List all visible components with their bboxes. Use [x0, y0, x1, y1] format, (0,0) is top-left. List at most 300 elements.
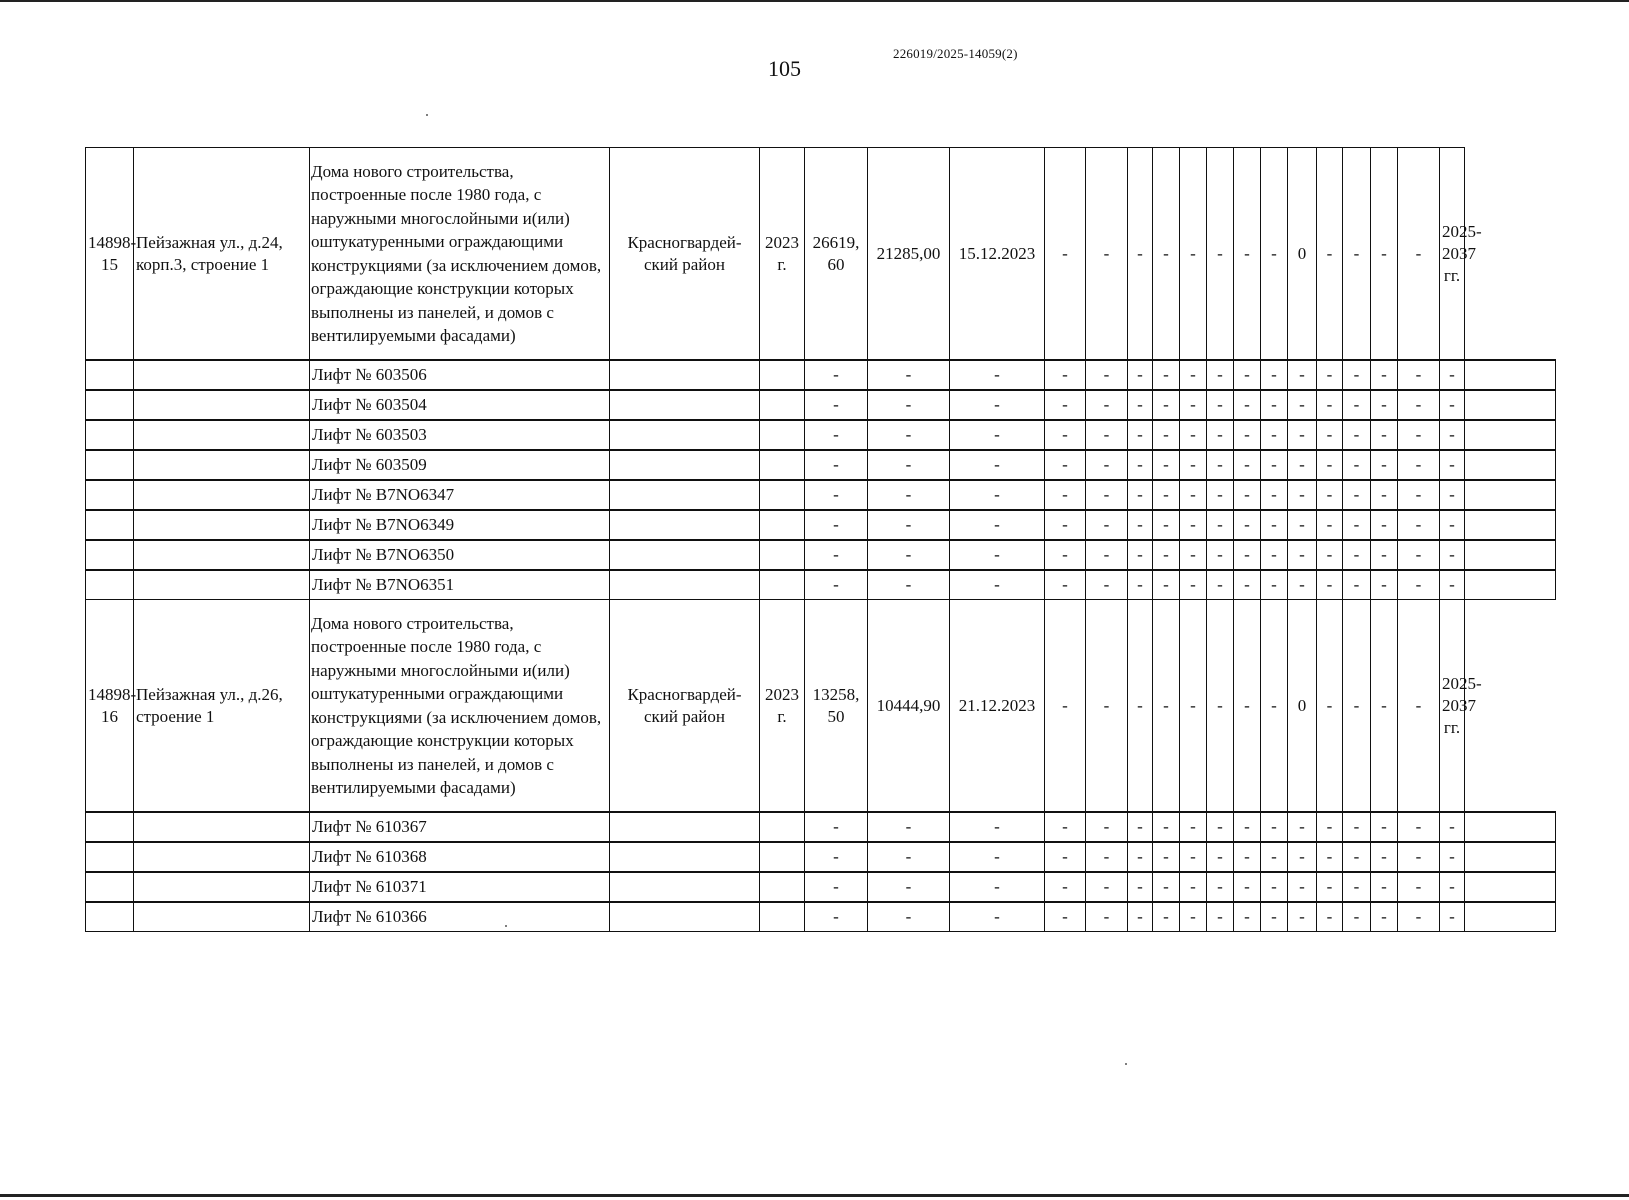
lift-flag-cell: -: [1343, 390, 1371, 420]
lift-flag-cell: -: [1343, 540, 1371, 570]
lift-flag-cell: -: [1398, 450, 1440, 480]
lift-flag-cell: -: [805, 420, 868, 450]
empty-cell: [610, 540, 760, 570]
lift-flag-cell: -: [1180, 842, 1207, 872]
work-flag-cell: -: [1086, 600, 1128, 813]
lift-row: [86, 390, 1556, 420]
work-flag-cell: -: [1086, 148, 1128, 361]
empty-cell: [760, 902, 805, 932]
lift-flag-cell: -: [1343, 902, 1371, 932]
lift-flag-cell: -: [1317, 540, 1343, 570]
lift-flag-cell: -: [1398, 812, 1440, 842]
lift-flag-cell: -: [1180, 450, 1207, 480]
lift-flag-cell: -: [1398, 902, 1440, 932]
lift-flag-cell: -: [1045, 872, 1086, 902]
house-address: Пейзажная ул., д.24, корп.3, строение 1: [134, 148, 310, 361]
lift-flag-cell: -: [1398, 842, 1440, 872]
lift-flag-cell: -: [1128, 510, 1153, 540]
lift-flag-cell: -: [1153, 420, 1180, 450]
lift-flag-cell: -: [1086, 902, 1128, 932]
lift-flag-cell: -: [1180, 872, 1207, 902]
lift-flag-cell: -: [1317, 480, 1343, 510]
lift-row: [86, 510, 1556, 540]
house-row: [86, 600, 1556, 813]
lift-flag-cell: -: [1440, 540, 1465, 570]
lift-flag-cell: -: [1180, 902, 1207, 932]
lift-flag-cell: -: [868, 842, 950, 872]
living-area: 21285,00: [868, 148, 950, 361]
lift-flag-cell: -: [1045, 480, 1086, 510]
empty-cell: [1465, 510, 1556, 540]
lift-flag-cell: -: [1153, 812, 1180, 842]
lift-flag-cell: -: [1343, 420, 1371, 450]
lift-flag-cell: -: [1440, 872, 1465, 902]
empty-cell: [134, 872, 310, 902]
lift-flag-cell: -: [868, 902, 950, 932]
lift-name: Лифт № 603509: [310, 450, 610, 480]
lift-flag-cell: -: [1288, 902, 1317, 932]
scan-border-top: [0, 0, 1629, 2]
lift-flag-cell: -: [1153, 450, 1180, 480]
construction-year: 2023 г.: [760, 148, 805, 361]
lift-flag-cell: -: [1086, 510, 1128, 540]
lift-row: [86, 872, 1556, 902]
empty-cell: [1465, 420, 1556, 450]
lift-flag-cell: -: [1207, 480, 1234, 510]
lift-flag-cell: -: [1234, 842, 1261, 872]
repair-period: 2025-2037 гг.: [1440, 600, 1465, 813]
lift-row: [86, 902, 1556, 932]
empty-cell: [134, 510, 310, 540]
lift-flag-cell: -: [1371, 420, 1398, 450]
empty-cell: [610, 360, 760, 390]
work-flag-cell: -: [1234, 148, 1261, 361]
lift-flag-cell: -: [1343, 872, 1371, 902]
lift-flag-cell: -: [805, 360, 868, 390]
lift-flag-cell: -: [1288, 812, 1317, 842]
lift-flag-cell: -: [1234, 540, 1261, 570]
lift-flag-cell: -: [868, 540, 950, 570]
empty-cell: [134, 390, 310, 420]
lift-flag-cell: -: [1288, 390, 1317, 420]
total-area: 13258, 50: [805, 600, 868, 813]
empty-cell: [610, 510, 760, 540]
house-row: [86, 148, 1556, 361]
work-flag-cell: -: [1398, 148, 1440, 361]
empty-cell: [134, 812, 310, 842]
lift-row: [86, 812, 1556, 842]
lift-flag-cell: -: [1288, 420, 1317, 450]
work-flag-cell: -: [1045, 600, 1086, 813]
lift-flag-cell: -: [1086, 812, 1128, 842]
lift-flag-cell: -: [1440, 450, 1465, 480]
lift-flag-cell: -: [1207, 812, 1234, 842]
work-flag-cell: -: [1207, 148, 1234, 361]
empty-cell: [134, 540, 310, 570]
work-flag-cell: -: [1128, 148, 1153, 361]
lift-flag-cell: -: [1317, 902, 1343, 932]
lift-flag-cell: -: [1180, 812, 1207, 842]
empty-cell: [134, 570, 310, 600]
lift-flag-cell: -: [1440, 390, 1465, 420]
lift-flag-cell: -: [1128, 570, 1153, 600]
lift-name: Лифт № 610371: [310, 872, 610, 902]
house-address: Пейзажная ул., д.26, строение 1: [134, 600, 310, 813]
empty-cell: [610, 480, 760, 510]
lift-flag-cell: -: [950, 360, 1045, 390]
empty-cell: [760, 420, 805, 450]
lift-flag-cell: -: [1045, 812, 1086, 842]
empty-cell: [134, 420, 310, 450]
lift-flag-cell: -: [868, 450, 950, 480]
lift-flag-cell: -: [1317, 510, 1343, 540]
lift-flag-cell: -: [805, 480, 868, 510]
lift-flag-cell: -: [1288, 540, 1317, 570]
empty-cell: [760, 450, 805, 480]
lift-flag-cell: -: [1343, 812, 1371, 842]
empty-cell: [1465, 812, 1556, 842]
empty-cell: [760, 510, 805, 540]
lift-flag-cell: -: [1234, 902, 1261, 932]
lift-flag-cell: -: [1261, 872, 1288, 902]
lift-flag-cell: -: [1398, 872, 1440, 902]
empty-cell: [86, 570, 134, 600]
lift-flag-cell: -: [1128, 540, 1153, 570]
lift-flag-cell: -: [868, 480, 950, 510]
lift-flag-cell: -: [1440, 570, 1465, 600]
lift-flag-cell: -: [1371, 450, 1398, 480]
lift-flag-cell: -: [1234, 360, 1261, 390]
lift-flag-cell: -: [1261, 360, 1288, 390]
lift-name: Лифт № 610368: [310, 842, 610, 872]
lift-row: [86, 420, 1556, 450]
commission-date: 21.12.2023: [950, 600, 1045, 813]
lift-flag-cell: -: [868, 390, 950, 420]
lift-flag-cell: -: [1234, 872, 1261, 902]
lift-flag-cell: -: [1371, 570, 1398, 600]
lift-flag-cell: -: [950, 872, 1045, 902]
lift-flag-cell: -: [805, 872, 868, 902]
lift-flag-cell: -: [1207, 390, 1234, 420]
house-district: Красногвардей-ский район: [610, 600, 760, 813]
empty-cell: [760, 480, 805, 510]
lift-row: [86, 570, 1556, 600]
lift-flag-cell: -: [1128, 360, 1153, 390]
empty-cell: [86, 872, 134, 902]
empty-cell: [610, 872, 760, 902]
empty-cell: [86, 902, 134, 932]
empty-cell: [86, 540, 134, 570]
lift-flag-cell: -: [1045, 510, 1086, 540]
work-flag-cell: -: [1180, 148, 1207, 361]
lift-flag-cell: -: [1288, 842, 1317, 872]
lift-flag-cell: -: [1153, 480, 1180, 510]
lift-flag-cell: -: [1343, 842, 1371, 872]
work-flag-cell: -: [1128, 600, 1153, 813]
work-flag-cell: 0: [1288, 148, 1317, 361]
empty-cell: [760, 540, 805, 570]
lift-name: Лифт № B7NO6347: [310, 480, 610, 510]
lift-flag-cell: -: [950, 420, 1045, 450]
lift-flag-cell: -: [868, 570, 950, 600]
lift-flag-cell: -: [1180, 480, 1207, 510]
lift-flag-cell: -: [1440, 420, 1465, 450]
lift-name: Лифт № 603504: [310, 390, 610, 420]
work-flag-cell: -: [1371, 600, 1398, 813]
lift-flag-cell: -: [1317, 842, 1343, 872]
empty-cell: [760, 360, 805, 390]
empty-cell: [1465, 872, 1556, 902]
empty-cell: [1465, 390, 1556, 420]
lift-flag-cell: -: [1440, 480, 1465, 510]
empty-cell: [86, 812, 134, 842]
house-id: 14898-15: [86, 148, 134, 361]
empty-cell: [1465, 842, 1556, 872]
repair-period: 2025-2037 гг.: [1440, 148, 1465, 361]
empty-cell: [760, 842, 805, 872]
lift-flag-cell: -: [1153, 360, 1180, 390]
lift-flag-cell: -: [1343, 450, 1371, 480]
lift-flag-cell: -: [1207, 360, 1234, 390]
house-description: Дома нового строительства, построенные после 1980 года, с наружными многослойными и(или) оштукатуренными ограждающими конструкциями (за исключением домов, ограждающие конструкции которых выполнены из панелей, и домов с вентилируемыми фасадами): [310, 148, 610, 361]
lift-flag-cell: -: [1440, 902, 1465, 932]
lift-flag-cell: -: [1398, 360, 1440, 390]
lift-flag-cell: -: [1180, 360, 1207, 390]
lift-flag-cell: -: [1207, 570, 1234, 600]
lift-flag-cell: -: [1153, 842, 1180, 872]
lift-flag-cell: -: [950, 570, 1045, 600]
housing-table: [85, 147, 1556, 932]
lift-flag-cell: -: [1234, 570, 1261, 600]
lift-flag-cell: -: [1343, 360, 1371, 390]
lift-name: Лифт № 610366: [310, 902, 610, 932]
lift-flag-cell: -: [1440, 812, 1465, 842]
lift-flag-cell: -: [1234, 390, 1261, 420]
lift-flag-cell: -: [1398, 480, 1440, 510]
lift-flag-cell: -: [1440, 510, 1465, 540]
lift-flag-cell: -: [1343, 570, 1371, 600]
lift-flag-cell: -: [1317, 420, 1343, 450]
document-reference: 226019/2025-14059(2): [893, 46, 1018, 61]
lift-row: [86, 842, 1556, 872]
work-flag-cell: -: [1343, 600, 1371, 813]
empty-cell: [760, 872, 805, 902]
lift-flag-cell: -: [1261, 450, 1288, 480]
lift-flag-cell: -: [1128, 390, 1153, 420]
empty-cell: [134, 360, 310, 390]
lift-flag-cell: -: [1371, 842, 1398, 872]
lift-flag-cell: -: [1343, 480, 1371, 510]
work-flag-cell: -: [1207, 600, 1234, 813]
lift-name: Лифт № B7NO6351: [310, 570, 610, 600]
lift-flag-cell: -: [1371, 510, 1398, 540]
lift-flag-cell: -: [1288, 872, 1317, 902]
lift-flag-cell: -: [1234, 510, 1261, 540]
lift-flag-cell: -: [950, 842, 1045, 872]
lift-flag-cell: -: [1153, 872, 1180, 902]
lift-flag-cell: -: [1398, 390, 1440, 420]
lift-flag-cell: -: [1128, 872, 1153, 902]
lift-flag-cell: -: [1288, 570, 1317, 600]
empty-cell: [760, 390, 805, 420]
empty-cell: [86, 420, 134, 450]
page-number: 105: [768, 56, 801, 81]
lift-name: Лифт № 603506: [310, 360, 610, 390]
work-flag-cell: -: [1261, 148, 1288, 361]
empty-cell: [86, 842, 134, 872]
lift-flag-cell: -: [950, 450, 1045, 480]
empty-cell: [86, 360, 134, 390]
lift-flag-cell: -: [1045, 450, 1086, 480]
work-flag-cell: -: [1045, 148, 1086, 361]
lift-flag-cell: -: [1207, 420, 1234, 450]
lift-flag-cell: -: [868, 420, 950, 450]
work-flag-cell: -: [1180, 600, 1207, 813]
lift-flag-cell: -: [1207, 540, 1234, 570]
empty-cell: [760, 812, 805, 842]
lift-flag-cell: -: [1261, 842, 1288, 872]
lift-flag-cell: -: [1288, 450, 1317, 480]
empty-cell: [760, 570, 805, 600]
lift-flag-cell: -: [805, 540, 868, 570]
lift-flag-cell: -: [1234, 480, 1261, 510]
empty-cell: [86, 510, 134, 540]
empty-cell: [1465, 360, 1556, 390]
lift-flag-cell: -: [1180, 420, 1207, 450]
lift-flag-cell: -: [1261, 510, 1288, 540]
lift-flag-cell: -: [1371, 390, 1398, 420]
lift-flag-cell: -: [1045, 570, 1086, 600]
lift-flag-cell: -: [1128, 450, 1153, 480]
work-flag-cell: -: [1261, 600, 1288, 813]
lift-flag-cell: -: [1180, 540, 1207, 570]
lift-flag-cell: -: [1086, 360, 1128, 390]
lift-flag-cell: -: [1371, 872, 1398, 902]
lift-flag-cell: -: [805, 570, 868, 600]
lift-flag-cell: -: [1045, 540, 1086, 570]
lift-flag-cell: -: [1153, 570, 1180, 600]
empty-cell: [86, 450, 134, 480]
work-flag-cell: -: [1317, 148, 1343, 361]
empty-cell: [610, 450, 760, 480]
lift-flag-cell: -: [805, 842, 868, 872]
lift-flag-cell: -: [1128, 842, 1153, 872]
construction-year: 2023 г.: [760, 600, 805, 813]
lift-flag-cell: -: [1398, 540, 1440, 570]
work-flag-cell: -: [1317, 600, 1343, 813]
lift-row: [86, 480, 1556, 510]
lift-flag-cell: -: [1086, 420, 1128, 450]
empty-cell: [86, 480, 134, 510]
lift-flag-cell: -: [1086, 540, 1128, 570]
lift-flag-cell: -: [1207, 872, 1234, 902]
lift-flag-cell: -: [1261, 902, 1288, 932]
work-flag-cell: 0: [1288, 600, 1317, 813]
lift-flag-cell: -: [1207, 450, 1234, 480]
lift-flag-cell: -: [868, 510, 950, 540]
lift-flag-cell: -: [1045, 360, 1086, 390]
lift-flag-cell: -: [1317, 812, 1343, 842]
lift-flag-cell: -: [1317, 390, 1343, 420]
lift-flag-cell: -: [1440, 360, 1465, 390]
lift-flag-cell: -: [1288, 480, 1317, 510]
total-area: 26619, 60: [805, 148, 868, 361]
work-flag-cell: -: [1371, 148, 1398, 361]
empty-cell: [134, 842, 310, 872]
lift-flag-cell: -: [1398, 510, 1440, 540]
lift-flag-cell: -: [805, 902, 868, 932]
empty-cell: [610, 420, 760, 450]
lift-flag-cell: -: [1234, 420, 1261, 450]
lift-flag-cell: -: [1371, 540, 1398, 570]
empty-cell: [134, 902, 310, 932]
lift-flag-cell: -: [1371, 360, 1398, 390]
lift-flag-cell: -: [1207, 510, 1234, 540]
lift-row: [86, 360, 1556, 390]
lift-flag-cell: -: [1180, 390, 1207, 420]
lift-flag-cell: -: [950, 902, 1045, 932]
scan-speck: [426, 114, 428, 116]
empty-cell: [134, 480, 310, 510]
work-flag-cell: -: [1234, 600, 1261, 813]
lift-row: [86, 540, 1556, 570]
lift-flag-cell: -: [1261, 480, 1288, 510]
lift-flag-cell: -: [1086, 570, 1128, 600]
lift-flag-cell: -: [1086, 842, 1128, 872]
lift-flag-cell: -: [805, 812, 868, 842]
lift-flag-cell: -: [1207, 842, 1234, 872]
lift-flag-cell: -: [1317, 450, 1343, 480]
empty-cell: [610, 812, 760, 842]
lift-flag-cell: -: [1128, 812, 1153, 842]
lift-flag-cell: -: [1086, 450, 1128, 480]
lift-flag-cell: -: [1234, 450, 1261, 480]
lift-flag-cell: -: [1128, 480, 1153, 510]
lift-flag-cell: -: [1288, 510, 1317, 540]
lift-flag-cell: -: [1153, 510, 1180, 540]
empty-cell: [86, 390, 134, 420]
lift-flag-cell: -: [868, 812, 950, 842]
lift-flag-cell: -: [868, 872, 950, 902]
lift-flag-cell: -: [805, 390, 868, 420]
scan-speck: [1125, 1063, 1127, 1065]
lift-flag-cell: -: [1398, 420, 1440, 450]
lift-flag-cell: -: [1180, 510, 1207, 540]
lift-flag-cell: -: [1153, 902, 1180, 932]
lift-flag-cell: -: [1045, 842, 1086, 872]
lift-flag-cell: -: [1371, 480, 1398, 510]
lift-name: Лифт № B7NO6349: [310, 510, 610, 540]
lift-flag-cell: -: [950, 480, 1045, 510]
lift-flag-cell: -: [1207, 902, 1234, 932]
lift-row: [86, 450, 1556, 480]
lift-flag-cell: -: [1261, 540, 1288, 570]
scan-border-bottom: [0, 1194, 1629, 1197]
lift-flag-cell: -: [1045, 420, 1086, 450]
lift-flag-cell: -: [1371, 812, 1398, 842]
lift-name: Лифт № B7NO6350: [310, 540, 610, 570]
lift-flag-cell: -: [1261, 390, 1288, 420]
house-district: Красногвардей-ский район: [610, 148, 760, 361]
lift-flag-cell: -: [1317, 872, 1343, 902]
lift-flag-cell: -: [1128, 420, 1153, 450]
empty-cell: [1465, 480, 1556, 510]
lift-flag-cell: -: [1153, 540, 1180, 570]
lift-flag-cell: -: [1234, 812, 1261, 842]
lift-flag-cell: -: [950, 812, 1045, 842]
lift-flag-cell: -: [1261, 812, 1288, 842]
lift-flag-cell: -: [868, 360, 950, 390]
